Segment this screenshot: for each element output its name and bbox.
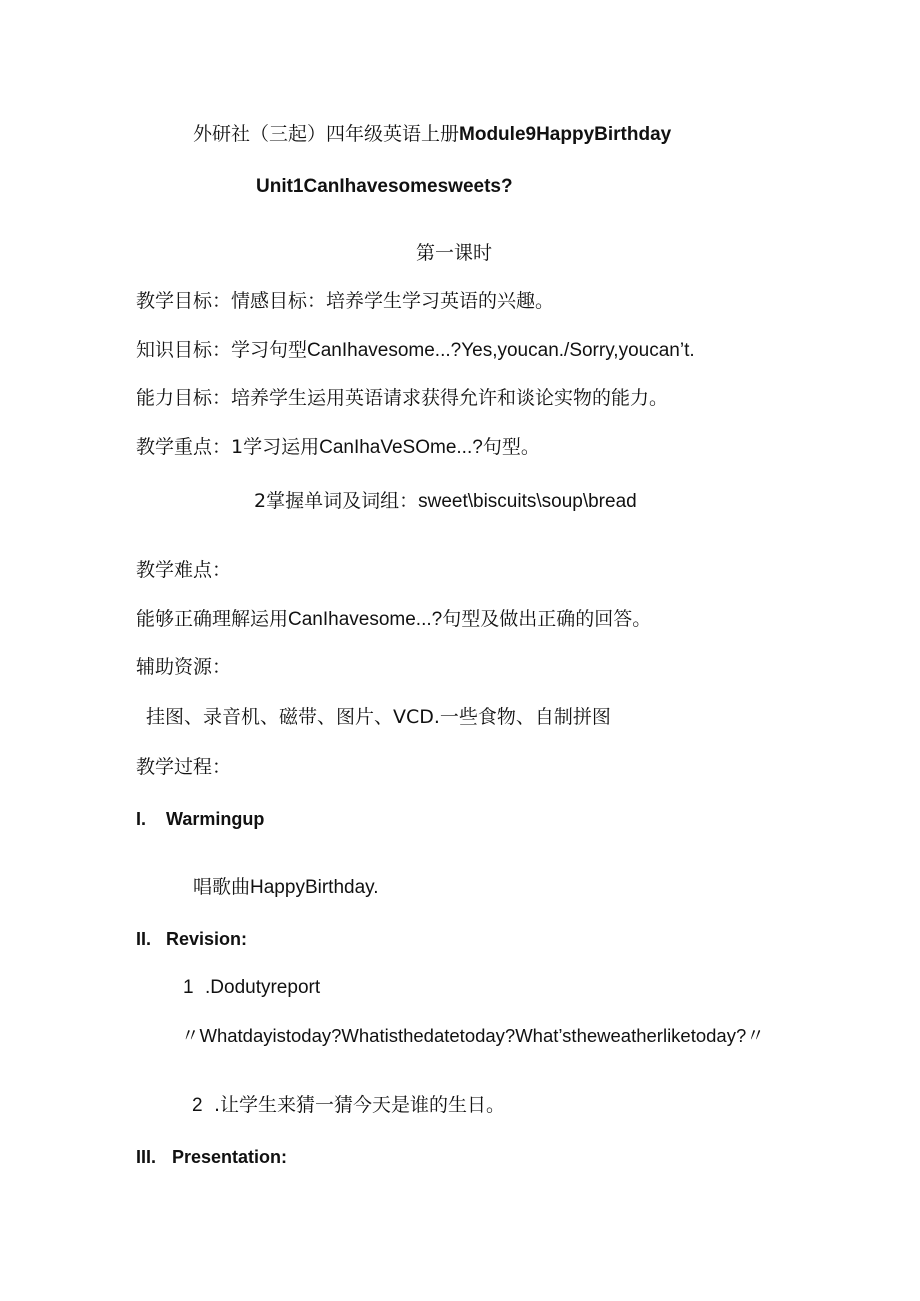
warming-up-item-lead: 唱歌曲 (193, 876, 251, 898)
resources-text: 挂图、录音机、磁带、图片、VCD.一些食物、自制拼图 (146, 706, 611, 728)
revision-item-2-number: 2 (192, 1095, 203, 1116)
difficulty-text-tail: 句型及做出正确的回答。 (442, 608, 652, 630)
revision-item-1-text: .Dodutyreport (205, 977, 321, 998)
resources-label: 辅助资源： (136, 656, 232, 678)
difficulty-text-lead: 能够正确理解运用 (136, 608, 289, 630)
revision-item-1-number: 1 (183, 977, 194, 998)
section-presentation (136, 1144, 287, 1170)
key-point-2-words: sweet\biscuits\soup\bread (418, 491, 637, 512)
section-revision (136, 926, 247, 952)
revision-item-2-text: .让学生来猜一猜今天是谁的生日。 (214, 1094, 506, 1116)
section-2-number: II. (136, 929, 152, 949)
key-point-1-label: 教学重点：1学习运用 (136, 436, 320, 458)
key-point-1-pattern: CanIhaVeSOme...? (319, 437, 483, 458)
key-point-2-label: 2掌握单词及词组： (254, 490, 419, 512)
key-point-1-tail: 句型。 (482, 436, 540, 458)
revision-questions: 〃Whatdayistoday?Whatisthedatetoday?What’stheweatherliketoday?〃 (181, 1025, 765, 1046)
goal-knowledge-label: 知识目标：学习句型 (136, 339, 308, 361)
section-1-number: I. (136, 809, 147, 829)
goal-knowledge (136, 337, 695, 364)
section-3-number: III. (136, 1147, 157, 1167)
title-module: Module9HappyBirthday (459, 124, 672, 145)
warming-up-item (193, 874, 379, 901)
key-point-1 (136, 434, 540, 461)
difficulty-text (136, 606, 651, 633)
section-warming-up (136, 806, 264, 832)
revision-item-1 (183, 975, 320, 1001)
title-line-2: Unit1CanIhavesomesweets? (256, 176, 513, 197)
goal-ability: 能力目标：培养学生运用英语请求获得允许和谈论实物的能力。 (136, 387, 669, 409)
section-2-title: Revision: (166, 929, 248, 949)
section-1-title: Warmingup (166, 809, 265, 829)
section-3-title: Presentation: (172, 1147, 288, 1167)
title-line-1 (193, 121, 671, 148)
difficulty-text-pattern: CanIhavesome...? (288, 609, 443, 630)
goal-knowledge-pattern: CanIhavesome...?Yes,youcan./Sorry,youcan’t. (307, 340, 695, 361)
process-label: 教学过程： (136, 756, 232, 778)
lesson-label: 第一课时 (416, 242, 493, 264)
difficulty-label: 教学难点： (136, 559, 232, 581)
goal-emotion: 教学目标：情感目标：培养学生学习英语的兴趣。 (136, 290, 555, 312)
title-chinese: 外研社（三起）四年级英语上册 (193, 123, 460, 145)
revision-item-2 (192, 1092, 505, 1119)
key-point-2 (254, 488, 637, 515)
warming-up-song: HappyBirthday. (250, 877, 379, 898)
